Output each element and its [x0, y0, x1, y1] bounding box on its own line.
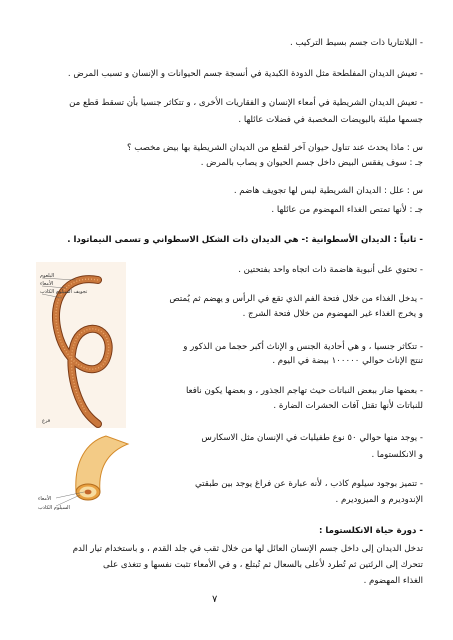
bullet-plants-2: للنباتات لأنها تقتل آفات الحشرات الضارة .: [273, 401, 423, 411]
section-heading-roundworms: - ثانياً : الديدان الأسطوانية :- هي الديدان ذات الشكل الاسطواني و تسمى النيماتودا .: [67, 235, 423, 245]
lifecycle-text-2: تتحرك إلى الرئتين ثم تُطرد لأعلى بالسعال ثم تُبتلع ، و في الأمعاء تثبت نفسها و تتغذى على: [103, 560, 423, 570]
label-section-pseudocoelom: السيلوم الكاذب: [38, 505, 70, 511]
bullet-parasites-2: و الانكلستوما .: [371, 450, 423, 460]
lifecycle-text-1: تدخل الديدان إلى داخل جسم الإنسان العائل لها من خلال ثقب في جلد القدم ، و باستخدام تيار الدم: [72, 544, 423, 554]
bullet-parasites-1: - يوجد منها حوالي ٥٠ نوع طفيليات في الإنسان مثل الاسكارس: [201, 433, 423, 443]
page-number: ٧: [212, 594, 218, 605]
label-intestine: الأمعاء: [40, 281, 54, 287]
cross-section-illustration: [36, 432, 136, 516]
answer-2: جـ : لأنها تمتص الغذاء المهضوم من عائلها .: [271, 205, 423, 215]
question-2: س : علل : الديدان الشريطية ليس لها تجويف هاضم .: [233, 186, 423, 196]
section-heading-lifecycle: - دورة حياة الانكلستوما :: [318, 526, 423, 536]
paragraph-tapeworms-1: - تعيش الديدان الشريطية في أمعاء الإنسان و الفقاريات الأخرى ، و تتكاثر جنسيا بأن تسقط قطع من: [69, 98, 423, 108]
paragraph-planaria: - البلانتاريا ذات جسم بسيط التركيب .: [290, 38, 423, 48]
bullet-food-entry-1: - يدخل الغذاء من خلال فتحة الفم الذي تقع في الرأس و يهضم ثم يُمتص: [169, 294, 423, 304]
bullet-digestive-tube: - تحتوي على أنبوبة هاضمة ذات اتجاه واحد بفتحتين .: [238, 265, 423, 275]
question-1: س : ماذا يحدث عند تناول حيوان آخر لقطع من الديدان الشريطية بها بيض مخصب ؟: [126, 143, 423, 153]
label-branch: فرع: [42, 418, 51, 424]
paragraph-flatworms: - تعيش الديدان المفلطحة مثل الدودة الكبدية في أنسجة جسم الحيوانات و الإنسان و تسبب المرض .: [67, 69, 423, 79]
lifecycle-text-3: الغذاء المهضوم .: [363, 576, 423, 586]
bullet-pseudocoelom-1: - تتميز بوجود سيلوم كاذب ، لأنه عبارة عن فراغ يوجد بين طبقتي: [194, 479, 423, 489]
label-section-intestine: الأمعاء: [38, 496, 52, 502]
roundworm-illustration: [36, 262, 126, 428]
label-pharynx: البلعوم: [40, 273, 55, 279]
bullet-pseudocoelom-2: الإندوديرم و الميزوديرم .: [335, 495, 423, 505]
bullet-plants-1: - بعضها ضار ببعض النباتات حيث تهاجم الجذور ، و بعضها يكون نافعا: [185, 386, 423, 396]
section-intestine: [85, 490, 92, 495]
bullet-reproduction-1: - تتكاثر جنسيا ، و هي أحادية الجنس و الإناث أكبر حجما من الذكور و: [183, 342, 423, 352]
label-pseudocoelom: تجويف السيلوم الكاذب: [40, 289, 88, 295]
bullet-food-entry-2: و يخرج الغذاء غير المهضوم من خلال فتحة الشرج .: [242, 309, 423, 319]
bullet-reproduction-2: تنتج الإناث حوالي ١٠٠٠٠٠ بيضة في اليوم .: [272, 356, 423, 366]
answer-1: جـ : سوف يفقس البيض داخل جسم الحيوان و يصاب بالمرض .: [200, 158, 423, 168]
paragraph-tapeworms-2: جسمها مليئة بالبويضات المخصبة في فضلات عائلها .: [238, 115, 423, 125]
